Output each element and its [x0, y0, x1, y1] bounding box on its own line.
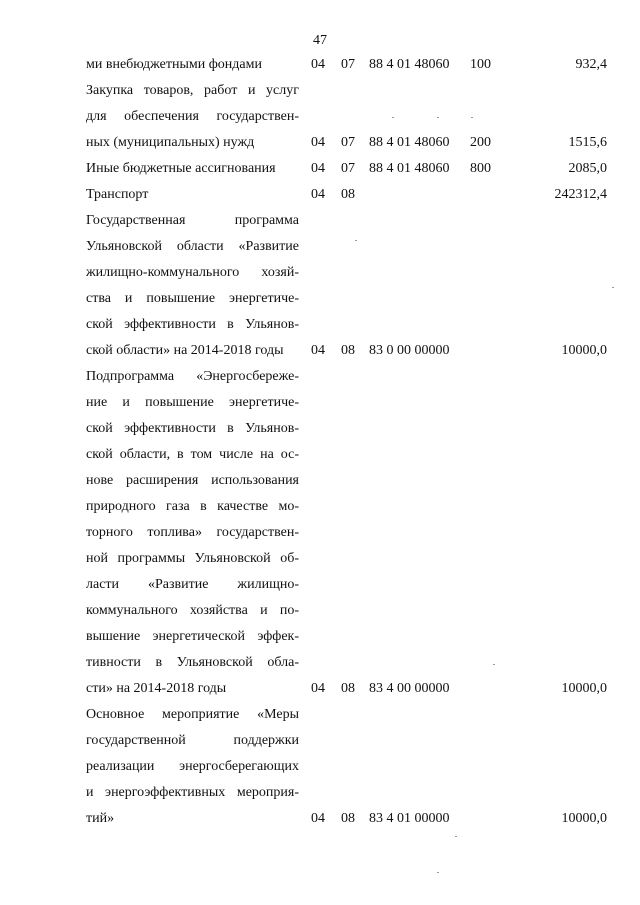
table-row	[0, 702, 640, 832]
row-name	[86, 364, 299, 702]
row-name-line: Транспорт	[86, 187, 149, 202]
amount: 10000,0	[561, 343, 607, 358]
scan-speck	[455, 836, 457, 837]
table-row	[0, 52, 640, 78]
row-name-line: сти» на 2014-2018 годы	[86, 681, 227, 696]
row-name-line: ной программы Ульяновской об-	[86, 551, 299, 566]
target-article-code: 83 4 00 00000	[369, 681, 450, 696]
subsection-code: 08	[341, 811, 355, 826]
scan-speck	[471, 117, 473, 118]
section-code: 04	[311, 57, 325, 72]
scan-speck	[392, 117, 394, 118]
row-name-line: ние и повышение энергетиче-	[86, 395, 299, 410]
row-name	[86, 78, 299, 156]
section-code: 04	[311, 811, 325, 826]
amount: 10000,0	[561, 811, 607, 826]
row-name-line: ской области, в том числе на ос-	[86, 447, 299, 462]
row-name-line: и энергоэффективных мероприя-	[86, 785, 299, 800]
scan-speck	[437, 117, 439, 118]
table-row	[0, 182, 640, 208]
subsection-code: 07	[341, 161, 355, 176]
row-name-line: тий»	[86, 811, 115, 826]
scan-speck	[355, 240, 357, 241]
row-name-line: Государственная программа	[86, 213, 299, 228]
expense-type-code: 800	[470, 161, 491, 176]
row-name-line: для обеспечения государствен-	[86, 109, 299, 124]
row-name	[86, 52, 299, 78]
section-code: 04	[311, 343, 325, 358]
row-name-line: ской эффективности в Ульянов-	[86, 421, 299, 436]
row-name-line: Ульяновской области «Развитие	[86, 239, 299, 254]
subsection-code: 08	[341, 681, 355, 696]
row-name	[86, 702, 299, 832]
scan-speck	[612, 287, 614, 288]
row-name-line: ласти «Развитие жилищно-	[86, 577, 299, 592]
amount: 2085,0	[568, 161, 607, 176]
row-name-line: нове расширения использования	[86, 473, 299, 488]
expense-type-code: 100	[470, 57, 491, 72]
row-name-line: ской эффективности в Ульянов-	[86, 317, 299, 332]
row-name-line: ми внебюджетными фондами	[86, 57, 262, 72]
row-name-line: Иные бюджетные ассигнования	[86, 161, 276, 176]
row-name-line: ской области» на 2014-2018 годы	[86, 343, 284, 358]
expense-type-code: 200	[470, 135, 491, 150]
table-row	[0, 156, 640, 182]
amount: 10000,0	[561, 681, 607, 696]
row-name-line: Закупка товаров, работ и услуг	[86, 83, 299, 98]
page-number: 47	[313, 33, 327, 48]
subsection-code: 07	[341, 135, 355, 150]
row-name-line: природного газа в качестве мо-	[86, 499, 299, 514]
subsection-code: 07	[341, 57, 355, 72]
target-article-code: 83 0 00 00000	[369, 343, 450, 358]
row-name-line: торного топлива» государствен-	[86, 525, 299, 540]
budget-table	[0, 52, 640, 832]
row-name-line: государственной поддержки	[86, 733, 299, 748]
target-article-code: 88 4 01 48060	[369, 135, 450, 150]
row-name	[86, 182, 299, 208]
row-name-line: жилищно-коммунального хозяй-	[86, 265, 299, 280]
row-name-line: Основное мероприятие «Меры	[86, 707, 299, 722]
section-code: 04	[311, 135, 325, 150]
table-row	[0, 208, 640, 364]
row-name	[86, 208, 299, 364]
section-code: 04	[311, 161, 325, 176]
section-code: 04	[311, 187, 325, 202]
table-row	[0, 78, 640, 156]
row-name-line: ных (муниципальных) нужд	[86, 135, 255, 150]
row-name-line: реализации энергосберегающих	[86, 759, 299, 774]
row-name-line: Подпрограмма «Энергосбереже-	[86, 369, 299, 384]
table-row	[0, 364, 640, 702]
scan-speck	[437, 872, 439, 873]
target-article-code: 83 4 01 00000	[369, 811, 450, 826]
section-code: 04	[311, 681, 325, 696]
scan-speck	[493, 664, 495, 665]
subsection-code: 08	[341, 343, 355, 358]
row-name-line: ства и повышение энергетиче-	[86, 291, 299, 306]
amount: 932,4	[575, 57, 607, 72]
row-name	[86, 156, 299, 182]
target-article-code: 88 4 01 48060	[369, 161, 450, 176]
amount: 242312,4	[554, 187, 607, 202]
target-article-code: 88 4 01 48060	[369, 57, 450, 72]
subsection-code: 08	[341, 187, 355, 202]
amount: 1515,6	[568, 135, 607, 150]
row-name-line: коммунального хозяйства и по-	[86, 603, 299, 618]
row-name-line: вышение энергетической эффек-	[86, 629, 299, 644]
row-name-line: тивности в Ульяновской обла-	[86, 655, 299, 670]
